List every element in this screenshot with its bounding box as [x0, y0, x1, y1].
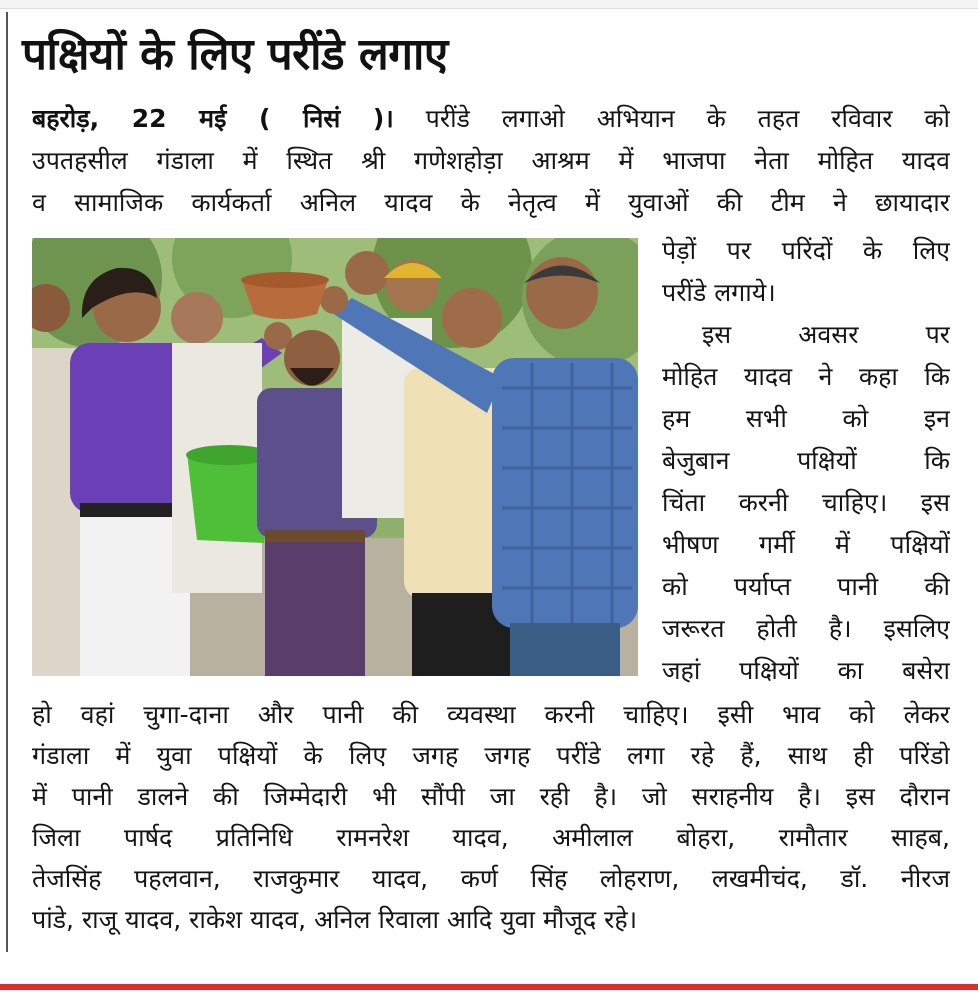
side-line: परींडे लगाये।	[662, 278, 776, 307]
body-line: में पानी डालने की जिम्मेदारी भी सौंपी जा रही है। जो सराहनीय है। इस दौरान	[32, 782, 950, 811]
intro-line-1-text: परींडे लगाओ अभियान के तहत रविवार को	[425, 104, 950, 133]
top-edge-strip	[0, 0, 978, 9]
body-line: हो वहां चुगा-दाना और पानी की व्यवस्था करनी चाहिए। इसी भाव को लेकर	[32, 700, 950, 729]
left-column-rule	[6, 12, 8, 952]
article-headline: पक्षियों के लिए परींडे लगाए	[22, 29, 448, 80]
intro-line-1	[32, 98, 950, 140]
side-line: इस अवसर पर	[702, 320, 950, 349]
side-column	[662, 230, 950, 692]
body-line: पांडे, राजू यादव, राकेश यादव, अनिल रिवाला आदि युवा मौजूद रहे।	[32, 905, 638, 934]
side-line: चिंता करनी चाहिए। इस	[662, 488, 950, 517]
dateline: बहरोड़, 22 मई ( निसं )।	[32, 104, 394, 133]
intro-line-3: व सामाजिक कार्यकर्ता अनिल यादव के नेतृत्व में युवाओं की टीम ने छायादार	[32, 188, 950, 217]
article-photo	[32, 238, 638, 676]
intro-line-2: उपतहसील गंडाला में स्थित श्री गणेशहोड़ा आश्रम में भाजपा नेता मोहित यादव	[32, 146, 950, 175]
body-line: गंडाला में युवा पक्षियों के लिए जगह जगह परींडे लगा रहे हैं, साथ ही परिंडो	[32, 741, 950, 770]
side-line: भीषण गर्मी में पक्षियों	[662, 530, 950, 559]
article-intro	[32, 98, 950, 224]
side-line: जरूरत होती है। इसलिए	[662, 614, 950, 643]
photo-illustration	[32, 238, 638, 676]
article-body-bottom	[32, 694, 950, 940]
body-line: जिला पार्षद प्रतिनिधि रामनरेश यादव, अमीलाल बोहरा, रामौतार साहब,	[32, 823, 950, 852]
side-line: मोहित यादव ने कहा कि	[662, 362, 950, 391]
side-line: पेड़ों पर परिंदों के लिए	[662, 236, 950, 265]
footer-strip	[0, 990, 978, 1008]
side-line: जहां पक्षियों का बसेरा	[662, 656, 950, 685]
body-line: तेजसिंह पहलवान, राजकुमार यादव, कर्ण सिंह लोहराण, लखमीचंद, डॉ. नीरज	[32, 864, 950, 893]
side-line: बेजुबान पक्षियों कि	[662, 446, 950, 475]
side-line: हम सभी को इन	[662, 404, 950, 433]
side-line: को पर्याप्त पानी की	[662, 572, 950, 601]
